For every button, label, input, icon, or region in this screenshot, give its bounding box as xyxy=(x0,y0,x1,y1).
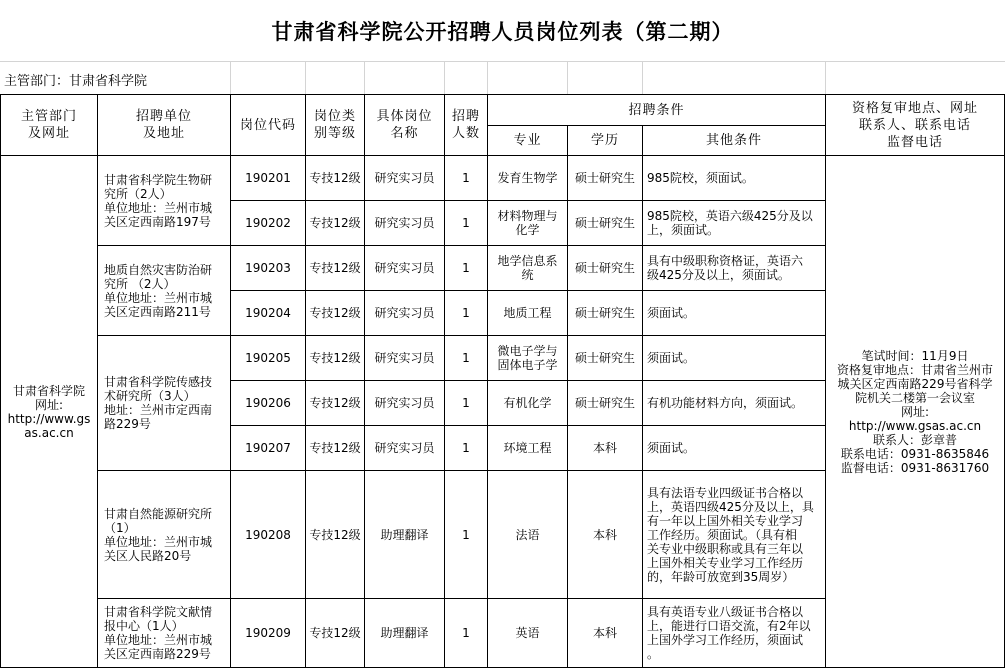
title-bar xyxy=(0,0,1005,62)
count-cell: 1 xyxy=(445,599,488,668)
other-conditions-cell: 有机功能材料方向，须面试。 xyxy=(643,381,826,426)
education-cell: 硕士研究生 xyxy=(568,201,643,246)
header-dept: 主管部门 及网址 xyxy=(1,95,98,156)
position-cell: 研究实习员 xyxy=(365,381,445,426)
education-cell: 硕士研究生 xyxy=(568,291,643,336)
code-cell: 190201 xyxy=(231,156,306,201)
other-conditions-cell: 985院校，须面试。 xyxy=(643,156,826,201)
major-cell: 环境工程 xyxy=(488,426,568,471)
grid-line xyxy=(444,62,445,95)
position-cell: 研究实习员 xyxy=(365,156,445,201)
count-cell: 1 xyxy=(445,426,488,471)
code-cell: 190209 xyxy=(231,599,306,668)
count-cell: 1 xyxy=(445,336,488,381)
education-cell: 硕士研究生 xyxy=(568,156,643,201)
category-cell: 专技12级 xyxy=(306,156,365,201)
header-conditions: 招聘条件 xyxy=(488,95,826,126)
dept-cell: 甘肃省科学院 网址: http://www.gs as.ac.cn xyxy=(1,156,98,668)
count-cell: 1 xyxy=(445,156,488,201)
position-cell: 研究实习员 xyxy=(365,291,445,336)
count-cell: 1 xyxy=(445,381,488,426)
header-major: 专业 xyxy=(488,126,568,156)
major-cell: 微电子学与 固体电子学 xyxy=(488,336,568,381)
header-education: 学历 xyxy=(568,126,643,156)
grid-line xyxy=(567,62,568,95)
major-cell: 发育生物学 xyxy=(488,156,568,201)
other-conditions-cell: 须面试。 xyxy=(643,291,826,336)
category-cell: 专技12级 xyxy=(306,336,365,381)
header-review: 资格复审地点、网址 联系人、联系电话 监督电话 xyxy=(826,95,1005,156)
grid-line xyxy=(305,62,306,95)
department-row xyxy=(0,62,1005,95)
position-cell: 研究实习员 xyxy=(365,336,445,381)
education-cell: 硕士研究生 xyxy=(568,336,643,381)
major-cell: 英语 xyxy=(488,599,568,668)
code-cell: 190202 xyxy=(231,201,306,246)
category-cell: 专技12级 xyxy=(306,599,365,668)
category-cell: 专技12级 xyxy=(306,471,365,599)
position-cell: 助理翻译 xyxy=(365,471,445,599)
other-conditions-cell: 具有中级职称资格证，英语六 级425分及以上，须面试。 xyxy=(643,246,826,291)
education-cell: 硕士研究生 xyxy=(568,381,643,426)
other-conditions-cell: 须面试。 xyxy=(643,336,826,381)
code-cell: 190204 xyxy=(231,291,306,336)
major-cell: 材料物理与 化学 xyxy=(488,201,568,246)
header-code: 岗位代码 xyxy=(231,95,306,156)
unit-cell: 甘肃省科学院生物研 究所（2人） 单位地址：兰州市城 关区定西南路197号 xyxy=(98,156,231,246)
other-conditions-cell: 须面试。 xyxy=(643,426,826,471)
count-cell: 1 xyxy=(445,471,488,599)
other-conditions-cell: 具有法语专业四级证书合格以 上，英语四级425分及以上，具 有一年以上国外相关专业学习 工作经历。须面试。（具有相 关专业中级职称或具有三年以 上国外相关专业学习工作经历 的，年龄可放宽到35周岁） xyxy=(643,471,826,599)
major-cell: 地学信息系 统 xyxy=(488,246,568,291)
header-count: 招聘 人数 xyxy=(445,95,488,156)
major-cell: 有机化学 xyxy=(488,381,568,426)
grid-line xyxy=(364,62,365,95)
count-cell: 1 xyxy=(445,201,488,246)
header-position: 具体岗位 名称 xyxy=(365,95,445,156)
category-cell: 专技12级 xyxy=(306,426,365,471)
review-cell: 笔试时间：11月9日 资格复审地点：甘肃省兰州市 城关区定西南路229号省科学 院机关二楼第一会议室 网址: http://www.gsas.ac.cn 联系人：彭章普 联系电话：0931-8635846 监督电话：0931-8631760 xyxy=(826,156,1005,668)
header-unit: 招聘单位 及地址 xyxy=(98,95,231,156)
grid-line xyxy=(230,62,231,95)
unit-cell: 甘肃自然能源研究所 （1） 单位地址：兰州市城 关区人民路20号 xyxy=(98,471,231,599)
grid-line xyxy=(642,62,643,95)
unit-cell: 甘肃省科学院文献情 报中心（1人） 单位地址：兰州市城 关区定西南路229号 xyxy=(98,599,231,668)
category-cell: 专技12级 xyxy=(306,246,365,291)
table-row xyxy=(1,156,1005,201)
header-category: 岗位类 别等级 xyxy=(306,95,365,156)
department-label: 主管部门：甘肃省科学院 xyxy=(4,74,148,89)
page-title: 甘肃省科学院公开招聘人员岗位列表（第二期） xyxy=(271,20,734,44)
category-cell: 专技12级 xyxy=(306,291,365,336)
category-cell: 专技12级 xyxy=(306,201,365,246)
education-cell: 本科 xyxy=(568,471,643,599)
position-cell: 助理翻译 xyxy=(365,599,445,668)
other-conditions-cell: 985院校，英语六级425分及以 上，须面试。 xyxy=(643,201,826,246)
code-cell: 190205 xyxy=(231,336,306,381)
code-cell: 190208 xyxy=(231,471,306,599)
header-other: 其他条件 xyxy=(643,126,826,156)
major-cell: 法语 xyxy=(488,471,568,599)
position-cell: 研究实习员 xyxy=(365,246,445,291)
major-cell: 地质工程 xyxy=(488,291,568,336)
unit-cell: 甘肃省科学院传感技 术研究所（3人） 地址：兰州市定西南 路229号 xyxy=(98,336,231,471)
code-cell: 190207 xyxy=(231,426,306,471)
grid-line xyxy=(487,62,488,95)
education-cell: 硕士研究生 xyxy=(568,246,643,291)
education-cell: 本科 xyxy=(568,426,643,471)
positions-table xyxy=(0,94,1005,668)
count-cell: 1 xyxy=(445,246,488,291)
education-cell: 本科 xyxy=(568,599,643,668)
position-cell: 研究实习员 xyxy=(365,201,445,246)
position-cell: 研究实习员 xyxy=(365,426,445,471)
code-cell: 190203 xyxy=(231,246,306,291)
grid-line xyxy=(825,62,826,95)
count-cell: 1 xyxy=(445,291,488,336)
category-cell: 专技12级 xyxy=(306,381,365,426)
code-cell: 190206 xyxy=(231,381,306,426)
other-conditions-cell: 具有英语专业八级证书合格以 上，能进行口语交流，有2年以 上国外学习工作经历，须面试 。 xyxy=(643,599,826,668)
unit-cell: 地质自然灾害防治研 究所 （2人） 单位地址：兰州市城 关区定西南路211号 xyxy=(98,246,231,336)
